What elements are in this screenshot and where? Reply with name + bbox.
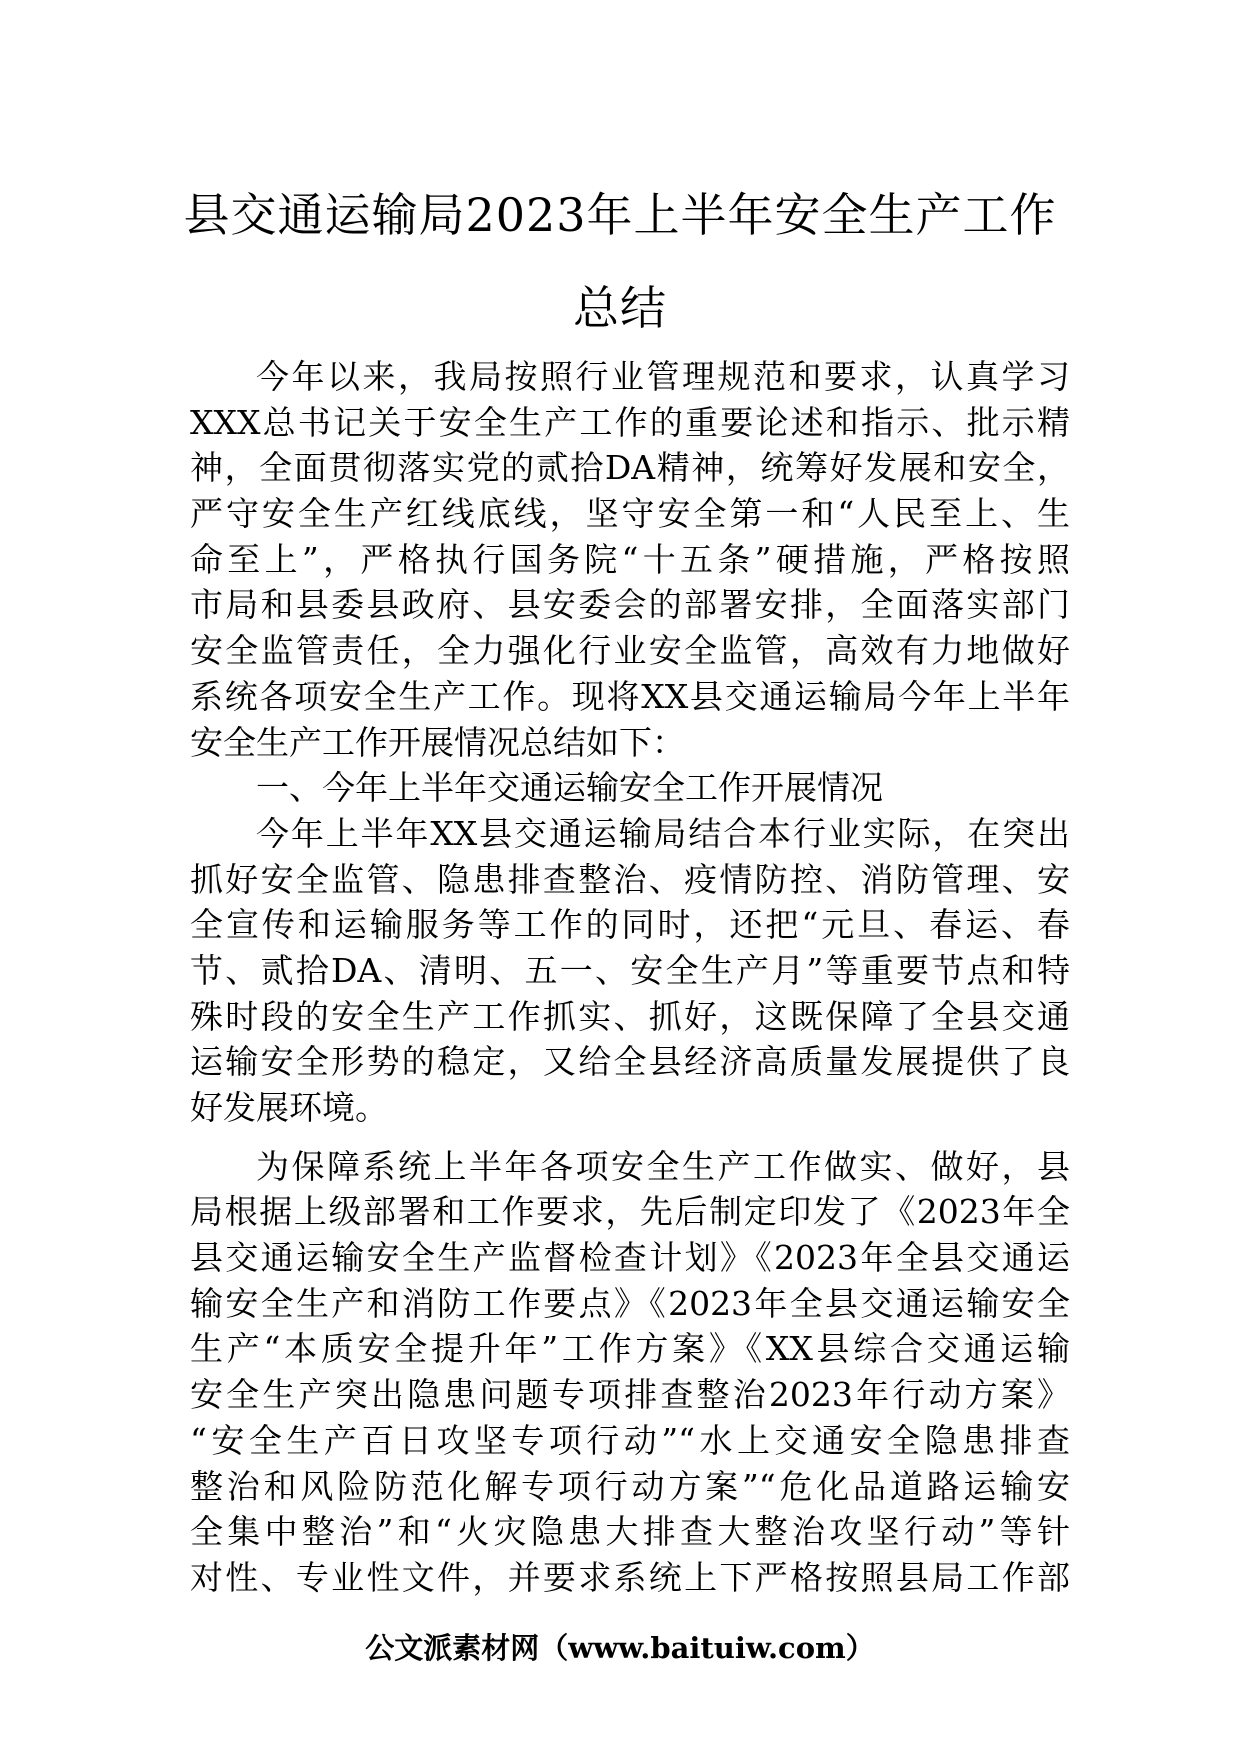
- paragraph-3-line: 全集中整治”和“火灾隐患大排查大整治攻坚行动”等针: [190, 1512, 1070, 1552]
- paragraph-2-line: 殊时段的安全生产工作抓实、抓好，这既保障了全县交通: [190, 996, 1070, 1036]
- footer-source-text: 公文派素材网（www.baituiw.com）: [365, 1631, 875, 1665]
- paragraph-3-line: 局根据上级部署和工作要求，先后制定印发了《2023年全: [190, 1192, 1070, 1232]
- paragraph-3-line: 对性、专业性文件，并要求系统上下严格按照县局工作部: [190, 1557, 1070, 1597]
- paragraph-3-line: 输安全生产和消防工作要点》《2023年全县交通运输安全: [190, 1283, 1070, 1323]
- paragraph-1-line: 今年以来，我局按照行业管理规范和要求，认真学习: [256, 357, 1070, 396]
- paragraph-3-line: “安全生产百日攻坚专项行动”“水上交通安全隐患排查: [190, 1420, 1070, 1460]
- section-heading-1: 一、今年上半年交通运输安全工作开展情况: [256, 768, 883, 808]
- paragraph-3-line: 为保障系统上半年各项安全生产工作做实、做好，县: [256, 1146, 1070, 1186]
- paragraph-1-line: 严守安全生产红线底线，坚守安全第一和“人民至上、生: [190, 494, 1070, 534]
- document-title-line-1: 县交通运输局2023年上半年安全生产工作: [183, 188, 1057, 242]
- paragraph-1-line: 安全监管责任，全力强化行业安全监管，高效有力地做好: [190, 631, 1070, 671]
- paragraph-1-line: XXX总书记关于安全生产工作的重要论述和指示、批示精: [190, 402, 1070, 442]
- paragraph-3-line: 县交通运输安全生产监督检查计划》《2023年全县交通运: [190, 1238, 1070, 1278]
- paragraph-1-line: 神，全面贯彻落实党的贰拾DA精神，统筹好发展和安全，: [190, 448, 1070, 488]
- document-title-line-2: 总结: [573, 281, 667, 335]
- paragraph-1-line: 市局和县委县政府、县安委会的部署安排，全面落实部门: [190, 585, 1070, 625]
- paragraph-3-line: 生产“本质安全提升年”工作方案》《XX县综合交通运输: [190, 1329, 1070, 1369]
- paragraph-2-line: 今年上半年XX县交通运输局结合本行业实际，在突出: [256, 813, 1070, 853]
- paragraph-2-line: 节、贰拾DA、清明、五一、安全生产月”等重要节点和特: [190, 950, 1070, 990]
- paragraph-1-line: 命至上”，严格执行国务院“十五条”硬措施，严格按照: [190, 539, 1070, 579]
- paragraph-2-line: 全宣传和运输服务等工作的同时，还把“元旦、春运、春: [190, 905, 1070, 945]
- document-body: [190, 354, 1070, 1601]
- paragraph-2-line: 好发展环境。: [190, 1088, 388, 1127]
- paragraph-2-line: 抓好安全监管、隐患排查整治、疫情防控、消防管理、安: [190, 859, 1070, 899]
- paragraph-1-line: 安全生产工作开展情况总结如下：: [190, 722, 685, 762]
- paragraph-3-line: 整治和风险防范化解专项行动方案”“危化品道路运输安: [190, 1466, 1070, 1506]
- paragraph-3-line: 安全生产突出隐患问题专项排查整治2023年行动方案》: [190, 1375, 1070, 1415]
- paragraph-2-line: 运输安全形势的稳定，又给全县经济高质量发展提供了良: [190, 1042, 1070, 1082]
- paragraph-1-line: 系统各项安全生产工作。现将XX县交通运输局今年上半年: [190, 676, 1070, 716]
- paragraph-spacer: [190, 1131, 1070, 1144]
